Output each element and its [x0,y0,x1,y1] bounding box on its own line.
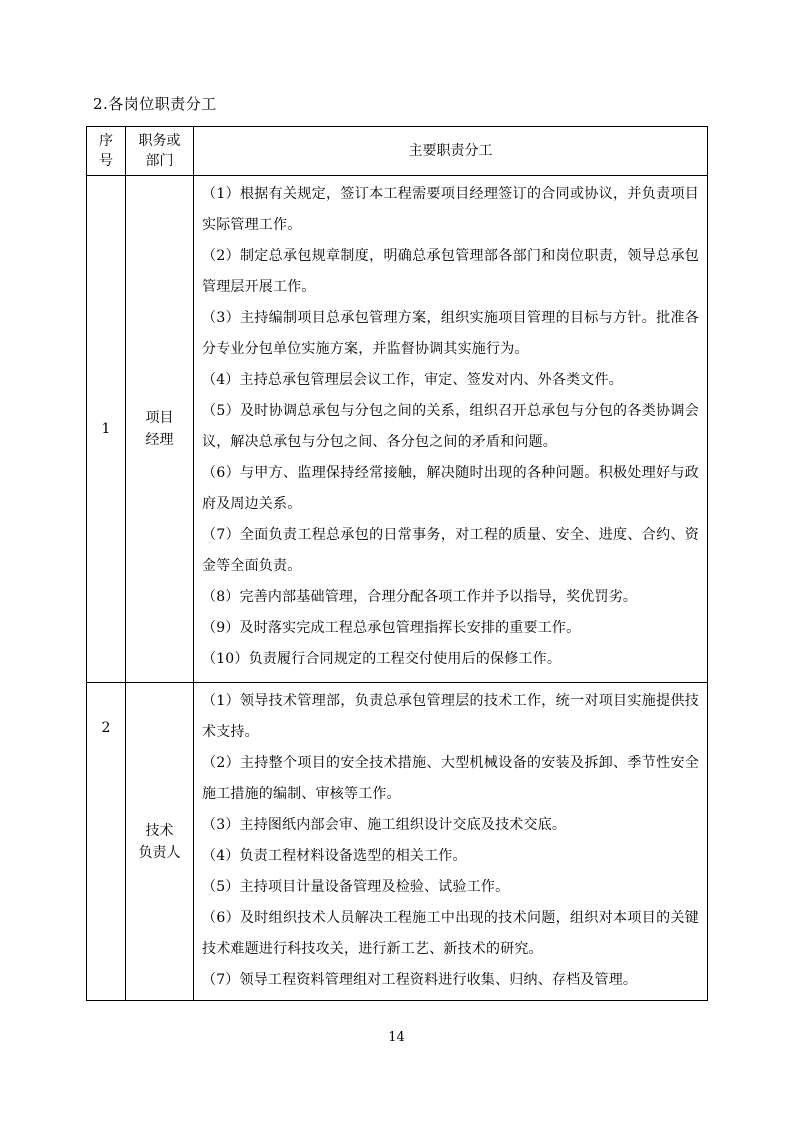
duty-item: （6）与甲方、监理保持经常接触，解决随时出现的各种问题。积极处理好与政府及周边关系。 [202,465,699,512]
duty-table [86,126,708,1001]
duty-item: （2）主持整个项目的安全技术措施、大型机械设备的安装及拆卸、季节性安全施工措施的编制、审核等工作。 [202,755,699,802]
row-number-text: 2 [101,720,111,736]
duty-item: （3）主持图纸内部会审、施工组织设计交底及技术交底。 [202,817,567,833]
position-line1: 项目 [145,410,174,426]
page-number: 14 [388,1030,405,1045]
duty-item: （1）根据有关规定，签订本工程需要项目经理签订的合同或协议，并负责项目实际管理工作。 [202,186,699,233]
duty-item: （9）及时落实完成工程总承包管理指挥长安排的重要工作。 [202,620,581,636]
header-serial [87,127,126,176]
duty-item: （8）完善内部基础管理，合理分配各项工作并予以指导，奖优罚劣。 [202,589,638,605]
header-serial-line2: 号 [99,153,113,169]
duty-item: （7）领导工程资料管理组对工程资料进行收集、归纳、存档及管理。 [202,972,638,988]
section-heading: 2.各岗位职责分工 [93,95,217,113]
header-position-line1: 职务或 [138,133,181,149]
row-position [126,683,194,1001]
table-row [87,176,708,683]
duty-item: （5）及时协调总承包与分包之间的关系，组织召开总承包与分包的各类协调会议，解决总承包与分包之间、各分包之间的矛盾和问题。 [202,403,699,450]
duty-item: （1）领导技术管理部，负责总承包管理层的技术工作，统一对项目实施提供技术支持。 [202,693,699,740]
header-duties: 主要职责分工 [194,127,708,176]
row-position [126,176,194,683]
duty-item: （4）负责工程材料设备选型的相关工作。 [202,848,467,864]
row-duties [194,176,708,683]
duty-item: （3）主持编制项目总承包管理方案，组织实施项目管理的目标与方针。批准各分专业分包单位实施方案，并监督协调其实施行为。 [202,310,699,357]
duty-item: （7）全面负责工程总承包的日常事务，对工程的质量、安全、进度、合约、资金等全面负责。 [202,527,699,574]
row-number [87,683,126,1001]
duty-item: （10）负责履行合同规定的工程交付使用后的保修工作。 [202,651,562,667]
position-line2: 负责人 [138,844,181,861]
position-line1: 技术 [145,822,174,839]
duty-item: （6）及时组织技术人员解决工程施工中出现的技术问题，组织对本项目的关键技术难题进行科技攻关，进行新工艺、新技术的研究。 [202,910,699,957]
row-duties [194,683,708,1001]
duty-item: （5）主持项目计量设备管理及检验、试验工作。 [202,879,510,895]
row-number: 1 [87,176,126,683]
duty-item: （4）主持总承包管理层会议工作，审定、签发对内、外各类文件。 [202,372,623,388]
header-position [126,127,194,176]
position-line2: 经理 [145,432,174,448]
table-header-row [87,127,708,176]
table-row [87,683,708,1001]
header-serial-line1: 序 [99,133,113,149]
duty-item: （2）制定总承包规章制度，明确总承包管理部各部门和岗位职责，领导总承包管理层开展工作。 [202,248,699,295]
header-position-line2: 部门 [145,153,174,169]
